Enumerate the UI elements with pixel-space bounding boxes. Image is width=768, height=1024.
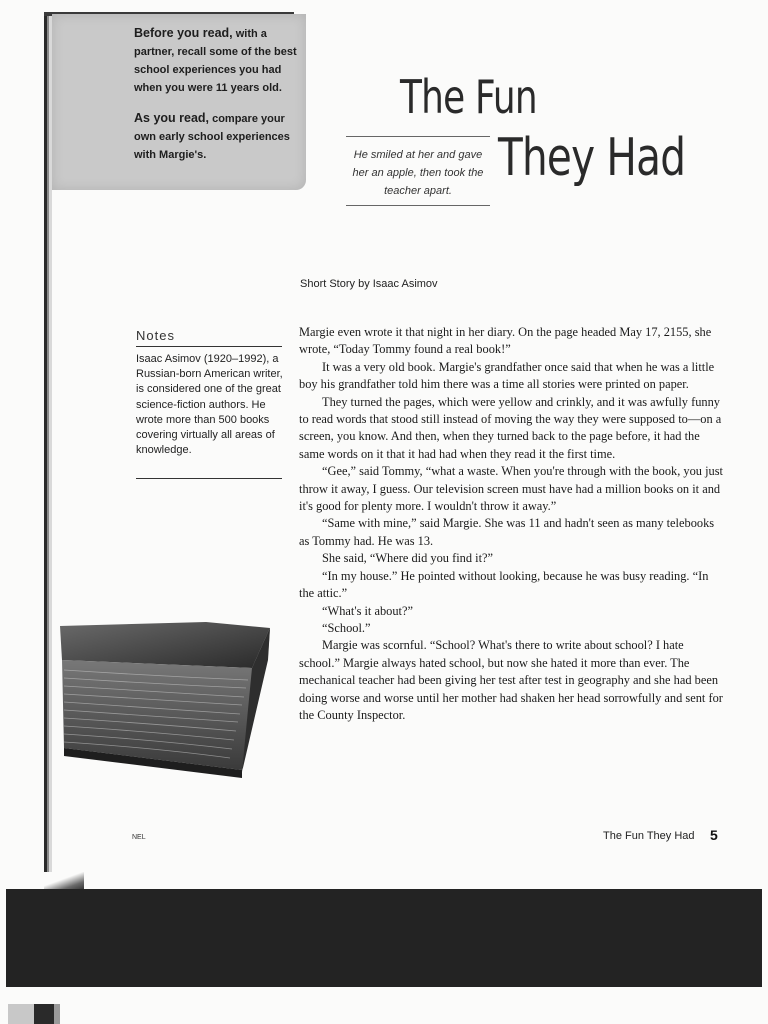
story-paragraph: “What's it about?” [322, 603, 413, 618]
story-paragraph: They turned the pages, which were yellow and crinkly, and it was awfully funny to read words that stood still instead of moving the way they were supposed to—on a screen, you know. And then, when they turned back to the page before, it had the same words on it that it had had when they read it the first time. [299, 394, 722, 461]
before-you-read-prompt [134, 24, 299, 97]
scan-corner-mark [8, 1004, 68, 1024]
as-you-read-body: compare your own early school experiences with Margie's. [134, 113, 290, 161]
before-you-read-body: with a partner, recall some of the best school experiences you had when you were 11 years old. [134, 28, 297, 94]
notes-author-bio: Isaac Asimov (1920–1992), a Russian-born American writer, is considered one of the great science-fiction authors. He wrote more than 500 books covering virtually all areas of knowledge. [136, 353, 283, 457]
before-you-read-lead: Before you read, [134, 26, 233, 40]
story-paragraph: “Same with mine,” said Margie. She was 11 and hadn't seen as many telebooks as Tommy had. He was 13. [299, 516, 715, 548]
story-paragraph: She said, “Where did you find it?” [322, 551, 494, 566]
story-paragraph: Margie even wrote it that night in her diary. On the page headed May 17, 2155, she wrote, “Today Tommy found a real book!” [299, 325, 712, 357]
story-title-line-1: The Fun [400, 70, 537, 124]
page-binding-edge [44, 12, 52, 888]
notes-top-rule [136, 346, 282, 347]
notes-heading: Notes [136, 328, 175, 343]
as-you-read-lead: As you read, [134, 111, 210, 125]
story-tagline: He smiled at her and gave her an apple, then took the teacher apart. [352, 149, 484, 197]
story-title-line-2: They Had [498, 128, 686, 188]
reading-prompt-box [52, 14, 306, 190]
tagline-bottom-rule [346, 205, 490, 206]
story-body [299, 324, 723, 724]
notes-bottom-rule [136, 478, 282, 479]
publisher-mark: NEL [132, 834, 146, 841]
story-paragraph: “School.” [322, 620, 371, 635]
story-paragraph: It was a very old book. Margie's grandfather once said that when he was a little boy his grandfather told him there was a time all stories were printed on paper. [299, 359, 715, 392]
page-number: 5 [710, 827, 718, 843]
scan-dark-band [6, 889, 762, 987]
story-byline: Short Story by Isaac Asimov [300, 278, 438, 290]
reading-prompt-text [134, 24, 299, 176]
old-book-image [56, 620, 272, 778]
tagline-top-rule [346, 136, 490, 137]
story-paragraph: “In my house.” He pointed without looking, because he was busy reading. “In the attic.” [299, 568, 709, 601]
running-title: The Fun They Had [603, 830, 695, 842]
story-paragraph: Margie was scornful. “School? What's there to write about school? I hate school.” Margie always hated school, but now she hated it more than ever. The mechanical teacher had been giving her test after test in geography and she had been doing worse and worse until her mother had shaken her head sorrowfully and sent for the County Inspector. [299, 638, 723, 722]
as-you-read-prompt [134, 109, 299, 164]
story-paragraph: “Gee,” said Tommy, “what a waste. When you're through with the book, you just throw it away, I guess. Our television screen must have had a million books on it and it's good for plenty more. I wouldn't throw it away.” [299, 464, 723, 514]
